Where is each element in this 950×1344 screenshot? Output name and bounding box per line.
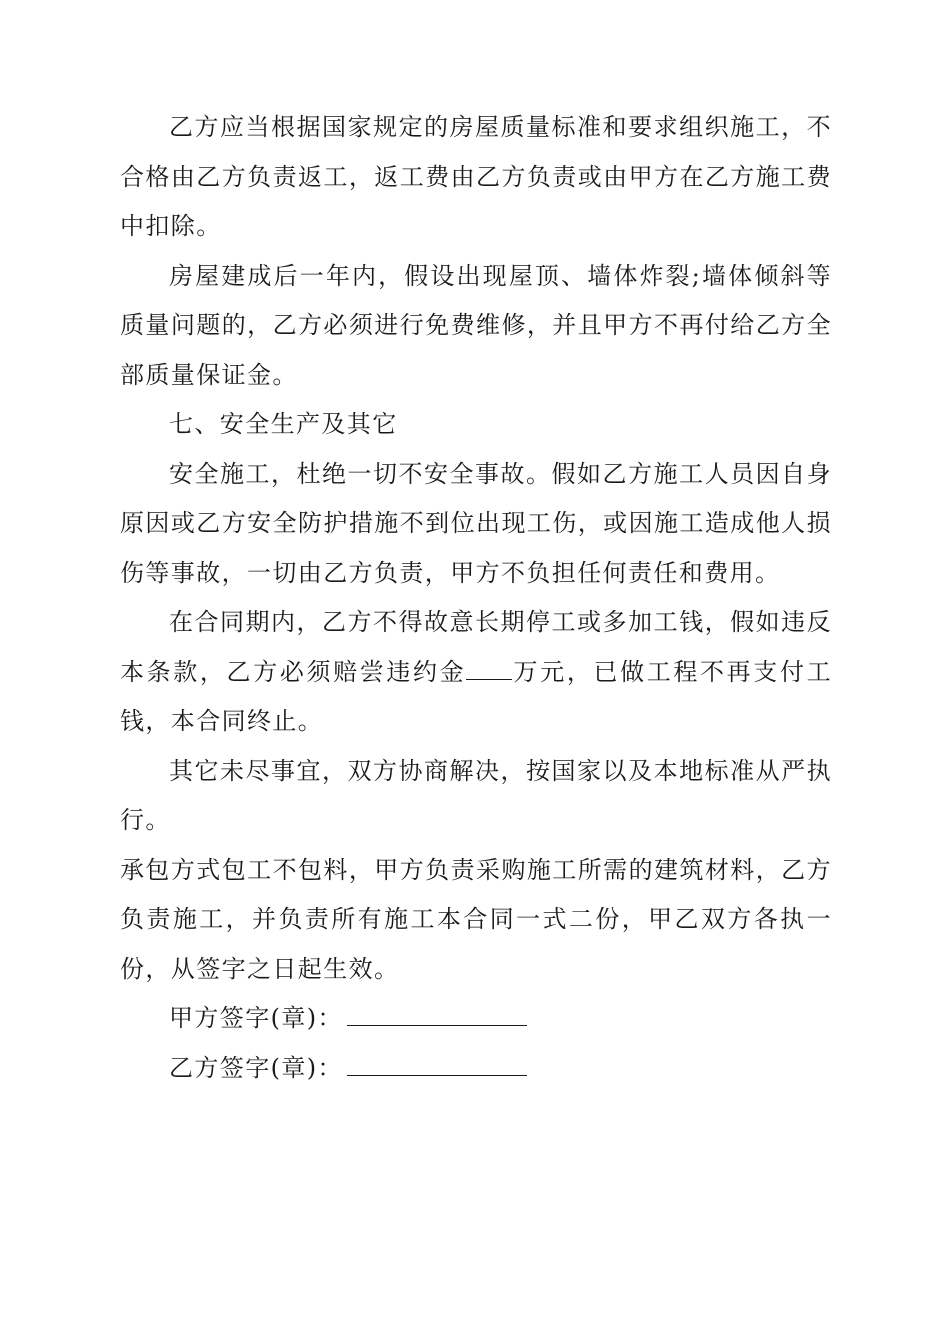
penalty-amount-blank (466, 657, 512, 680)
party-b-signature-blank (347, 1053, 527, 1076)
paragraph-contract-terms: 承包方式包工不包料，甲方负责采购施工所需的建筑材料，乙方负责施工，并负责所有施工本合同一式二份，甲乙双方各执一份，从签字之日起生效。 (120, 855, 832, 983)
section-heading-safety: 七、安全生产及其它 (169, 410, 398, 438)
penalty-text-before: 在合同期内，乙方不得故意长期停工或多加工钱，假如违反本条款，乙方必须赔尝违约金 (120, 608, 832, 686)
paragraph-safety: 安全施工，杜绝一切不安全事故。假如乙方施工人员因自身原因或乙方安全防护措施不到位出现工伤，或因施工造成他人损伤等事故，一切由乙方负责，甲方不负担任何责任和费用。 (120, 459, 832, 587)
party-a-signature (120, 994, 832, 1044)
party-b-signature-label: 乙方签字(章)： (169, 1053, 343, 1082)
party-a-signature-label: 甲方签字(章)： (169, 1004, 343, 1032)
penalty-text-after: 万元，已做工程不再支付工钱，本合同终止。 (120, 657, 832, 735)
paragraph-warranty: 房屋建成后一年内，假设出现屋顶、墙体炸裂;墙体倾斜等质量问题的，乙方必须进行免费维修，并且甲方不再付给乙方全部质量保证金。 (120, 261, 832, 389)
party-a-signature-blank (347, 1003, 527, 1026)
paragraph-other-matters: 其它未尽事宜，双方协商解决，按国家以及本地标准从严执行。 (120, 756, 832, 834)
paragraph-quality-standard: 乙方应当根据国家规定的房屋质量标准和要求组织施工，不合格由乙方负责返工，返工费由乙方负责或由甲方在乙方施工费中扣除。 (120, 113, 832, 240)
document-body (120, 103, 832, 1093)
paragraph-penalty (120, 598, 832, 747)
party-b-signature (120, 1044, 832, 1094)
